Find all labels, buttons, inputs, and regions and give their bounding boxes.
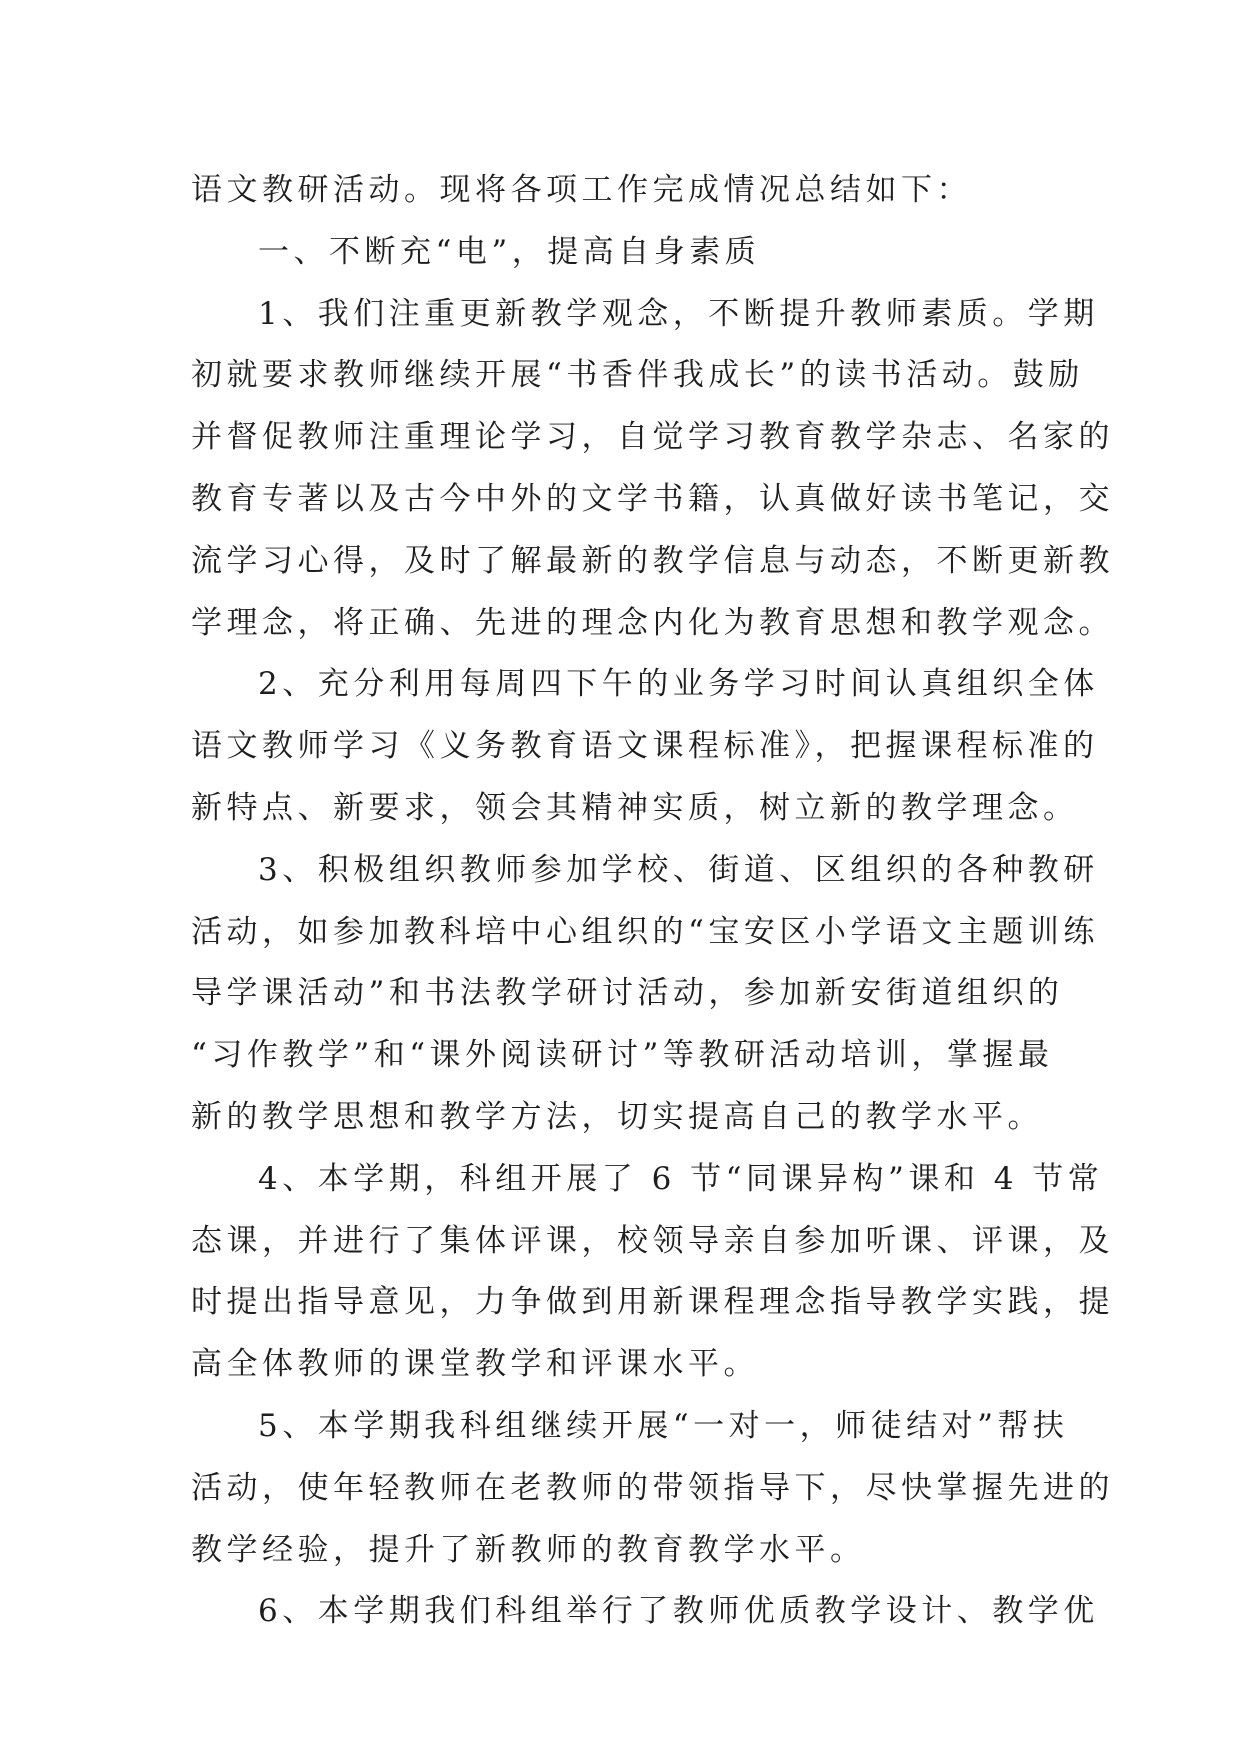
text-line: 4、本学期，科组开展了 6 节“同课异构”课和 4 节常: [258, 1160, 1104, 1197]
text-line: 高全体教师的课堂教学和评课水平。: [191, 1346, 759, 1383]
text-line: 活动，使年轻教师在老教师的带领指导下，尽快掌握先进的: [191, 1469, 1114, 1506]
text-line: 活动，如参加教科培中心组织的“宝安区小学语文主题训练: [191, 913, 1099, 950]
section-heading: 一、不断充“电”，提高自身素质: [258, 233, 761, 270]
text-line: 3、积极组织教师参加学校、街道、区组织的各种教研: [258, 851, 1099, 888]
text-line: 教学经验，提升了新教师的教育教学水平。: [191, 1531, 866, 1568]
text-line: 学理念，将正确、先进的理念内化为教育思想和教学观念。: [191, 604, 1114, 641]
text-line: 初就要求教师继续开展“书香伴我成长”的读书活动。鼓励: [191, 357, 1084, 394]
text-line: 新特点、新要求，领会其精神实质，树立新的教学理念。: [191, 789, 1079, 826]
text-line: 语文教师学习《义务教育语文课程标准》，把握课程标准的: [191, 728, 1099, 765]
text-line: “习作教学”和“课外阅读研讨”等教研活动培训，掌握最: [191, 1037, 1054, 1074]
text-line: 并督促教师注重理论学习，自觉学习教育教学杂志、名家的: [191, 419, 1114, 456]
text-line: 5、本学期我科组继续开展“一对一，师徒结对”帮扶: [258, 1407, 1069, 1444]
text-line: 2、充分利用每周四下午的业务学习时间认真组织全体: [258, 666, 1099, 703]
text-line: 流学习心得，及时了解最新的教学信息与动态，不断更新教: [191, 542, 1114, 579]
text-line: 新的教学思想和教学方法，切实提高自己的教学水平。: [191, 1098, 1043, 1135]
text-line: 语文教研活动。现将各项工作完成情况总结如下：: [191, 172, 972, 208]
text-line: 教育专著以及古今中外的文学书籍，认真做好读书笔记，交: [191, 480, 1114, 517]
text-line: 导学课活动”和书法教学研讨活动，参加新安街道组织的: [191, 975, 1064, 1012]
text-line: 时提出指导意见，力争做到用新课程理念指导教学实践，提: [191, 1284, 1114, 1321]
text-line: 态课，并进行了集体评课，校领导亲自参加听课、评课，及: [191, 1222, 1114, 1259]
text-line: 6、本学期我们科组举行了教师优质教学设计、教学优: [258, 1593, 1099, 1630]
body-text: [191, 160, 1114, 1643]
text-line: 1、我们注重更新教学观念，不断提升教师素质。学期: [258, 295, 1099, 332]
